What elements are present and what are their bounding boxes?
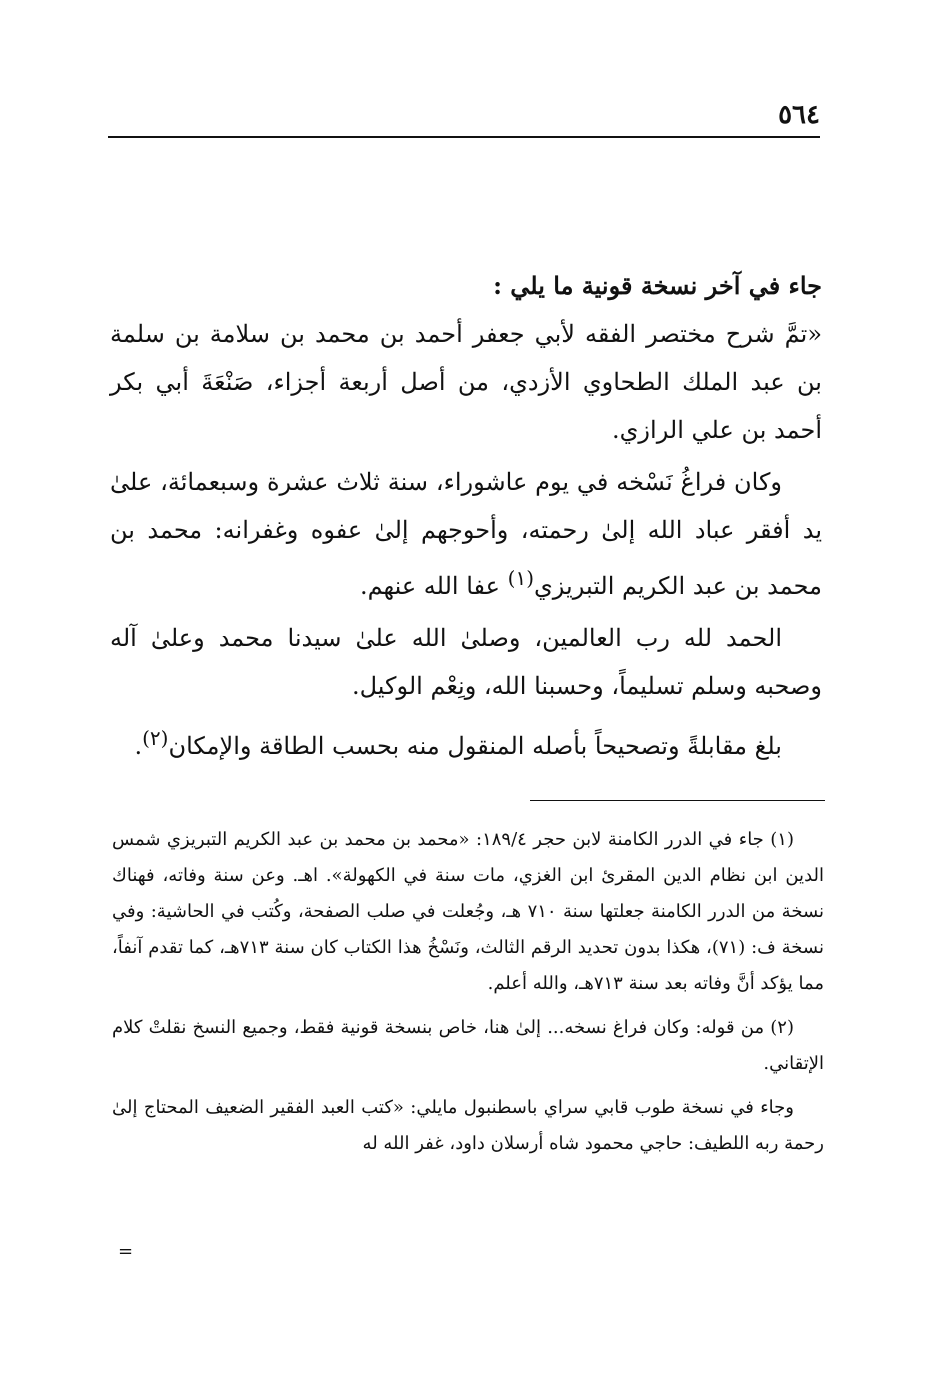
paragraph-2-text: وكان فراغُ نَسْخه في يوم عاشوراء، سنة ثلاث عشرة وسبعمائة، علىٰ يد أفقر عباد الله إلىٰ رحمته، وأحوجهم إلىٰ عفوه وغفرانه: محمد بن محمد بن عبد الكريم التبريزي <box>110 468 822 600</box>
paragraph-4 <box>110 714 822 770</box>
footnote-1: (١) جاء في الدرر الكامنة لابن حجر ١٨٩/٤: «محمد بن محمد بن عبد الكريم التبريزي شمس الدين ابن نظام الدين المقرئ ابن الغزي، مات سنة في الكهولة». اهـ. وعن سنة وفاته، فهناك نسخة من الدرر الكامنة جعلتها سنة ٧١٠ هـ، وجُعلت في صلب الصفحة، وكُتب في الحاشية: وفي نسخة ف: (٧١)، هكذا بدون تحديد الرقم الثالث، ونَسْخُ هذا الكتاب كان سنة ٧١٣هـ، كما تقدم آنفاً، مما يؤكد أنَّ وفاته بعد سنة ٧١٣هـ، والله أعلم. <box>112 829 825 994</box>
footnote-2-continued: وجاء في نسخة طوب قابي سراي باسطنبول مايلي: «كتب العبد الفقير الضعيف المحتاج إلىٰ رحمة ربه اللطيف: حاجي محمود شاه أرسلان داود، غفر الله له <box>112 1097 824 1154</box>
paragraph-1: «تمَّ شرح مختصر الفقه لأبي جعفر أحمد بن محمد بن سلامة بن سلمة بن عبد الملك الطحاوي الأزدي، من أصل أربعة أجزاء، صَنْعَةَ أبي بكر أحمد بن علي الرازي. <box>110 320 822 444</box>
page-number: ٥٦٤ <box>778 100 820 130</box>
footnote-2: (٢) من قوله: وكان فراغ نسخه... إلىٰ هنا، خاص بنسخة قونية فقط، وجميع النسخ نقلتْ كلام الإتقاني. <box>112 1017 824 1074</box>
paragraph-4-end: . <box>134 732 143 760</box>
paragraph-3: الحمد لله رب العالمين، وصلىٰ الله علىٰ سيدنا محمد وعلىٰ آله وصحبه وسلم تسليماً، وحسبنا الله، ونِعْم الوكيل. <box>110 624 822 700</box>
footnote-ref-2[interactable]: (٢) <box>142 726 169 750</box>
footnote-separator <box>530 800 825 801</box>
paragraph-2-end: عفا الله عنهم. <box>359 572 508 600</box>
main-text <box>110 262 822 774</box>
footnotes <box>112 822 824 1170</box>
footnote-ref-1[interactable]: (١) <box>507 566 534 590</box>
paragraph-2 <box>110 458 822 610</box>
paragraph-4-text: بلغ مقابلةً وتصحيحاً بأصله المنقول منه بحسب الطاقة والإمكان <box>168 732 782 760</box>
continuation-mark: = <box>118 1241 134 1262</box>
section-heading: جاء في آخر نسخة قونية ما يلي : <box>493 271 822 300</box>
header-rule <box>108 136 820 138</box>
